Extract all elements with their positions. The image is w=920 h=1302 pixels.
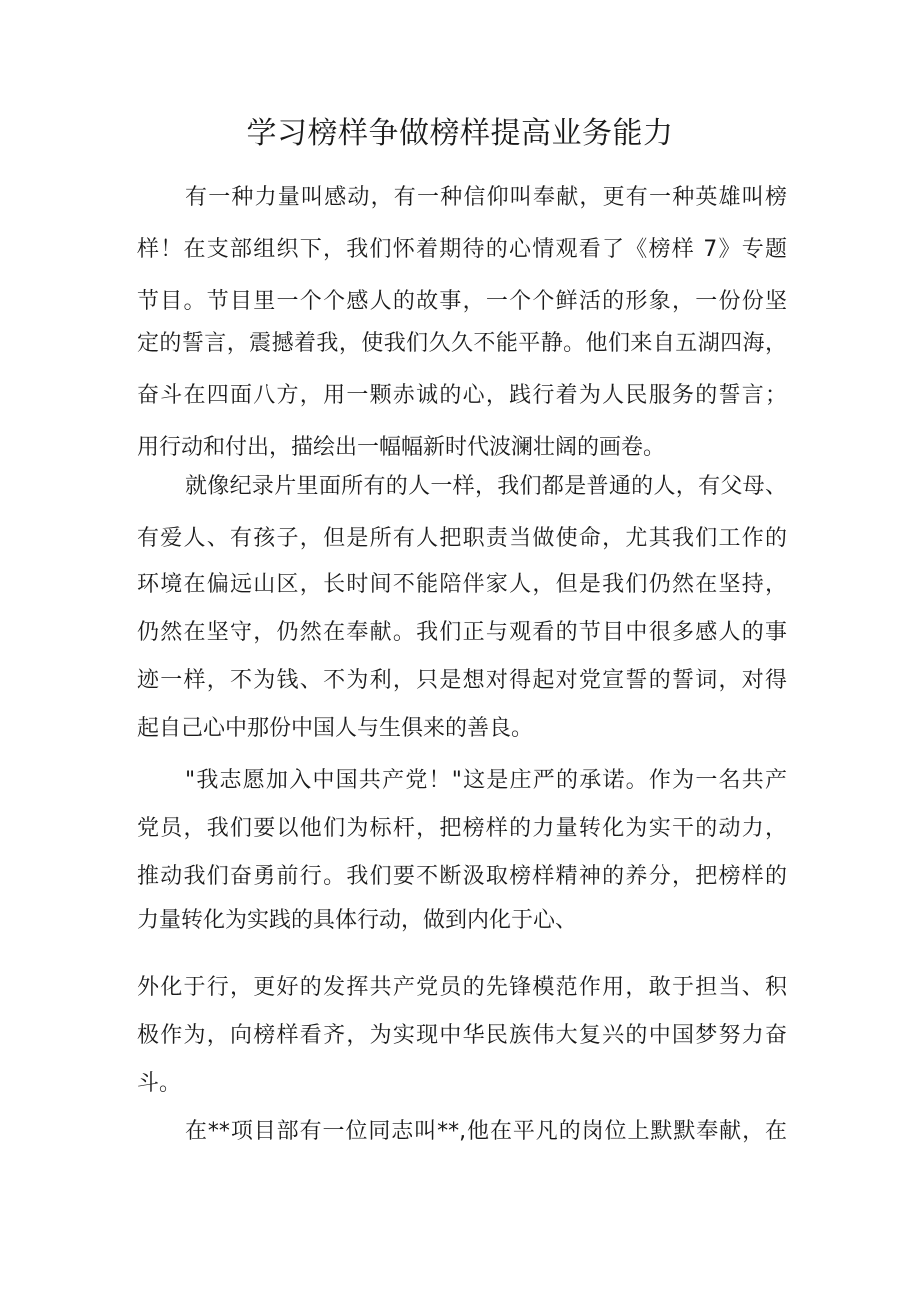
- paragraph-line: 有一种力量叫感动，有一种信仰叫奉献，更有一种英雄叫榜: [185, 185, 787, 210]
- paragraph-line: 环境在偏远山区，长时间不能陪伴家人，但是我们仍然在坚持，: [137, 572, 787, 597]
- paragraph-line: 起自己心中那份中国人与生俱来的善良。: [137, 716, 534, 741]
- paragraph-line: 党员，我们要以他们为标杆，把榜样的力量转化为实干的动力，: [137, 816, 787, 841]
- paragraph-line: 有爱人、有孩子，但是所有人把职责当做使命，尤其我们工作的: [137, 526, 787, 551]
- paragraph-line: 奋斗在四面八方，用一颗赤诚的心，践行着为人民服务的誓言；: [137, 383, 787, 408]
- paragraph-line: 斗。: [137, 1071, 182, 1096]
- paragraph-line: 迹一样，不为钱、不为利，只是想对得起对党宣誓的誓词，对得: [137, 668, 787, 693]
- paragraph-line: 节目。节目里一个个感人的故事，一个个鲜活的形象，一份份坚: [137, 289, 787, 314]
- paragraph-line: 在**项目部有一位同志叫**,他在平凡的岗位上默默奉献，在: [185, 1119, 787, 1144]
- paragraph-line: "我志愿加入中国共产党！"这是庄严的承诺。作为一名共产: [185, 768, 787, 793]
- paragraph-line: 定的誓言，震撼着我，使我们久久不能平静。他们来自五湖四海，: [137, 331, 787, 356]
- paragraph-line: 推动我们奋勇前行。我们要不断汲取榜样精神的养分，把榜样的: [137, 864, 787, 889]
- paragraph-line: 样！在支部组织下，我们怀着期待的心情观看了《榜样 7》专题: [137, 237, 787, 262]
- paragraph-line: 力量转化为实践的具体行动，做到内化于心、: [137, 908, 578, 933]
- page-title: 学习榜样争做榜样提高业务能力: [246, 116, 674, 151]
- paragraph-line: 极作为，向榜样看齐，为实现中华民族伟大复兴的中国梦努力奋: [137, 1023, 787, 1048]
- paragraph-line: 仍然在坚守，仍然在奉献。我们正与观看的节目中很多感人的事: [137, 620, 787, 645]
- paragraph-line: 外化于行，更好的发挥共产党员的先锋模范作用，敢于担当、积: [137, 975, 787, 1000]
- paragraph-line: 就像纪录片里面所有的人一样，我们都是普通的人，有父母、: [185, 474, 787, 499]
- paragraph-line: 用行动和付出，描绘出一幅幅新时代波澜壮阔的画卷。: [137, 435, 666, 460]
